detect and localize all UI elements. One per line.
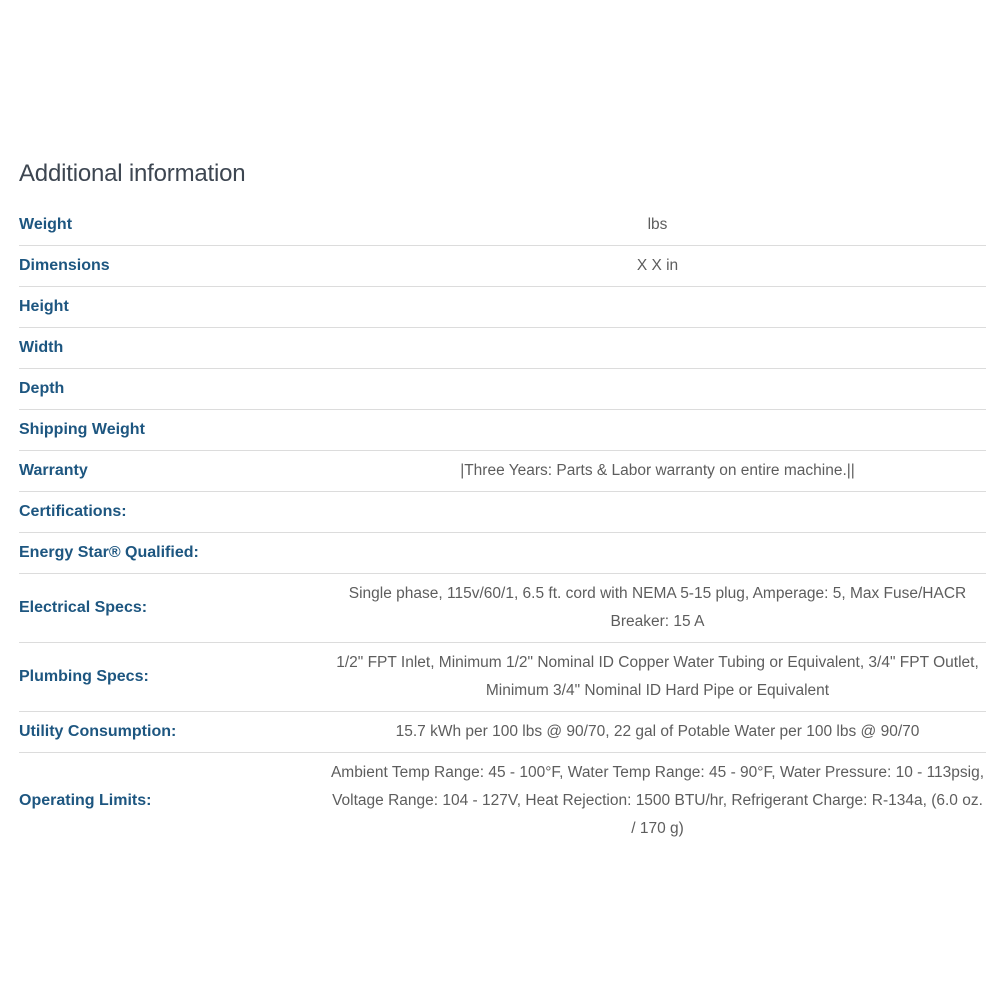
row-value-operating-limits: Ambient Temp Range: 45 - 100°F, Water Temp Range: 45 - 90°F, Water Pressure: 10 - 113psig, Voltage Range: 104 - 127V, Heat Rejection: 1500 BTU/hr, Refrigerant Charge: R-134a, (6.0 oz. / 170 g) xyxy=(330,764,985,837)
section-title: Additional information xyxy=(19,160,246,187)
row-label-operating-limits: Operating Limits: xyxy=(19,792,152,809)
table-row-electrical-specs xyxy=(19,574,986,643)
table-row-plumbing-specs xyxy=(19,643,986,712)
row-label-width: Width xyxy=(19,339,64,356)
row-value-shipping-weight xyxy=(329,410,986,451)
row-value-certifications xyxy=(329,492,986,533)
row-value-energy-star xyxy=(329,533,986,574)
row-label-shipping-weight: Shipping Weight xyxy=(19,421,145,438)
table-row-shipping-weight xyxy=(19,410,986,451)
table-row-width xyxy=(19,328,986,369)
table-row-depth xyxy=(19,369,986,410)
row-value-dimensions: X X in xyxy=(636,257,679,274)
row-label-dimensions: Dimensions xyxy=(19,257,110,274)
additional-information-section xyxy=(19,157,986,849)
row-value-plumbing-specs: 1/2" FPT Inlet, Minimum 1/2" Nominal ID Copper Water Tubing or Equivalent, 3/4" FPT Outlet, Minimum 3/4" Nominal ID Hard Pipe or Equivalent xyxy=(336,654,979,699)
table-row-certifications xyxy=(19,492,986,533)
table-row-operating-limits xyxy=(19,753,986,850)
row-value-weight: lbs xyxy=(647,216,668,233)
table-row-dimensions xyxy=(19,246,986,287)
row-value-height xyxy=(329,287,986,328)
row-label-warranty: Warranty xyxy=(19,462,88,479)
table-row-height xyxy=(19,287,986,328)
table-row-warranty xyxy=(19,451,986,492)
row-label-certifications: Certifications: xyxy=(19,503,127,520)
row-value-utility-consumption: 15.7 kWh per 100 lbs @ 90/70, 22 gal of Potable Water per 100 lbs @ 90/70 xyxy=(395,723,920,740)
row-value-depth xyxy=(329,369,986,410)
row-label-utility-consumption: Utility Consumption: xyxy=(19,723,177,740)
row-value-warranty: |Three Years: Parts & Labor warranty on entire machine.|| xyxy=(460,462,855,479)
row-label-weight: Weight xyxy=(19,216,73,233)
row-value-electrical-specs: Single phase, 115v/60/1, 6.5 ft. cord with NEMA 5-15 plug, Amperage: 5, Max Fuse/HACR Breaker: 15 A xyxy=(348,585,967,630)
row-value-width xyxy=(329,328,986,369)
row-label-plumbing-specs: Plumbing Specs: xyxy=(19,668,149,685)
table-row-energy-star xyxy=(19,533,986,574)
table-row-utility-consumption xyxy=(19,712,986,753)
row-label-height: Height xyxy=(19,298,69,315)
table-row-weight xyxy=(19,205,986,246)
specs-table xyxy=(19,205,986,849)
row-label-energy-star: Energy Star® Qualified: xyxy=(19,544,199,561)
row-label-depth: Depth xyxy=(19,380,65,397)
row-label-electrical-specs: Electrical Specs: xyxy=(19,599,148,616)
